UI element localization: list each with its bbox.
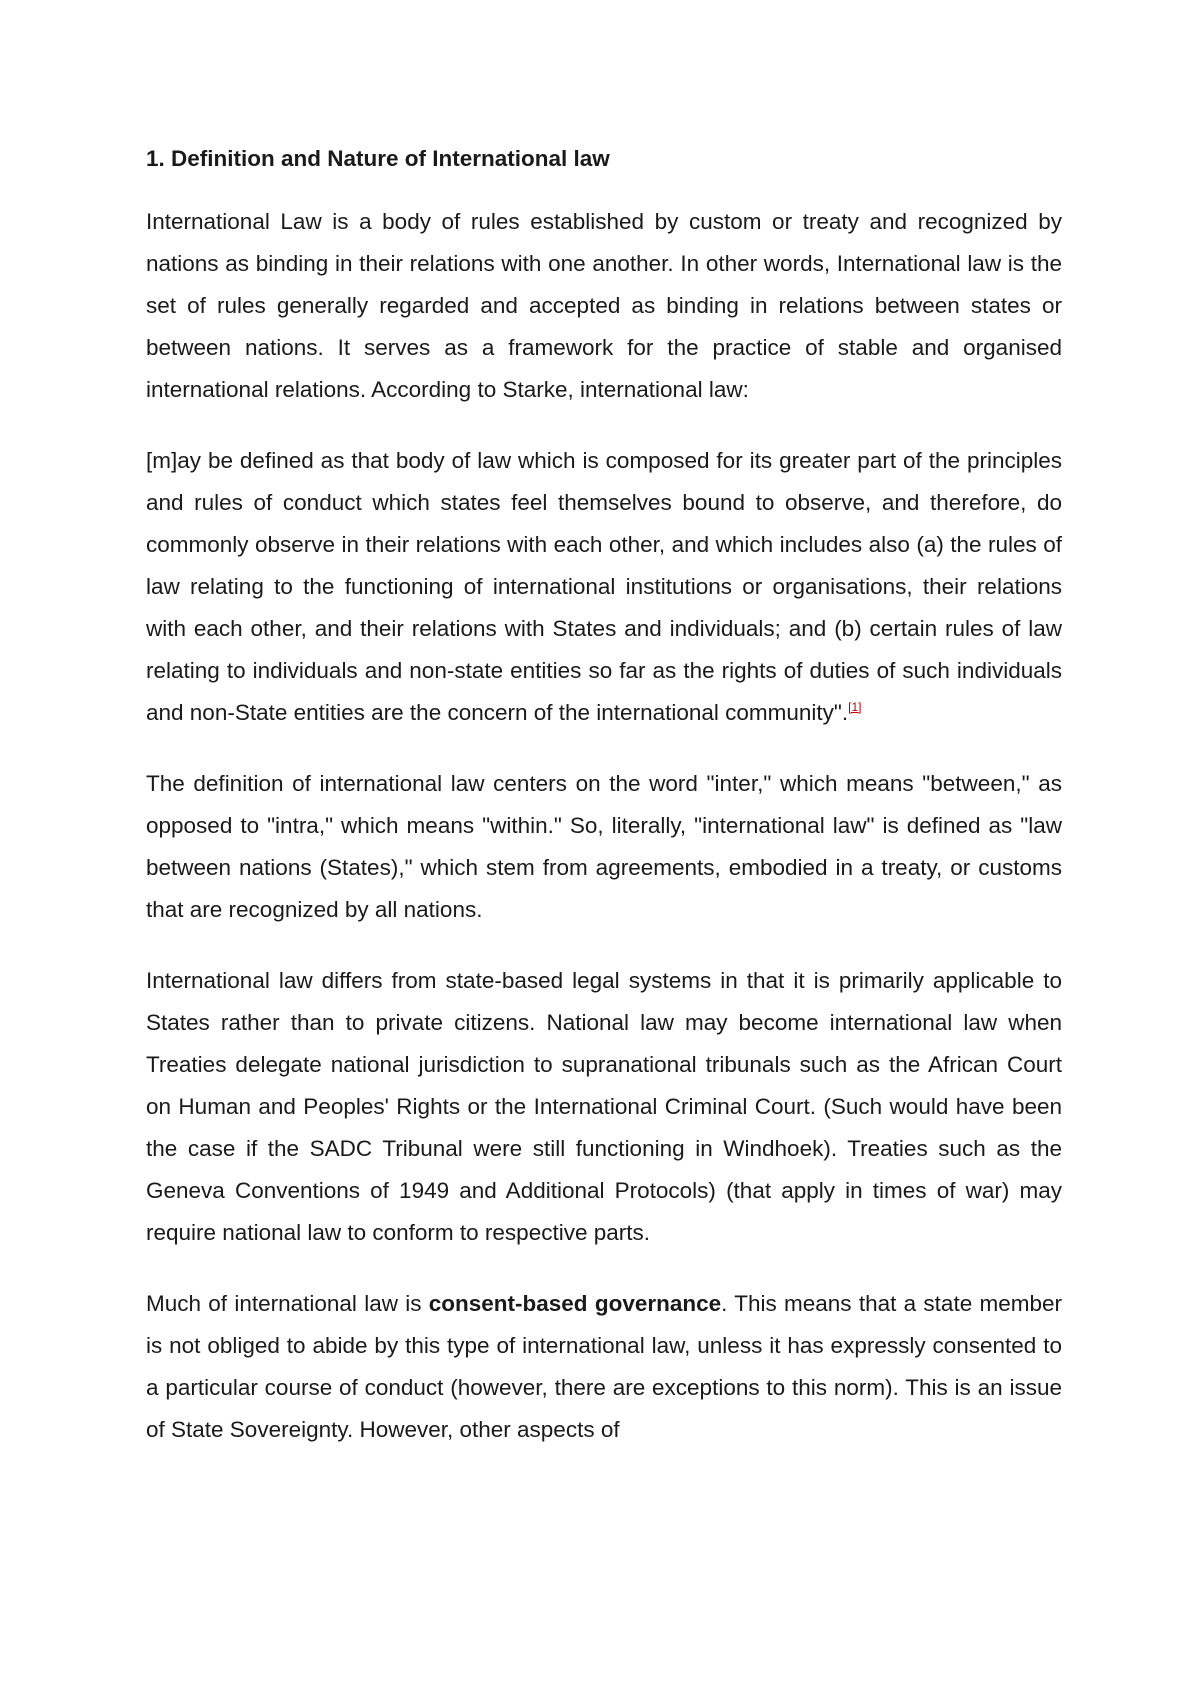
paragraph-definition: International Law is a body of rules established by custom or treaty and recognized by nations as binding in their relations with one another. In other words, International law is the set of rules generally regarded and accepted as binding in relations between states or between nations. It serves as a framework for the practice of stable and organised international relations. According to Starke, international law: bbox=[146, 209, 1062, 402]
document-page bbox=[146, 143, 1062, 1480]
quote-text: [m]ay be defined as that body of law which is composed for its greater part of the principles and rules of conduct which states feel themselves bound to observe, and therefore, do commonly observe in their relations with each other, and which includes also (a) the rules of law relating to the functioning of international institutions or organisations, their relations with each other, and their relations with States and individuals; and (b) certain rules of law relating to individuals and non-state entities so far as the rights of duties of such individuals and non-State entities are the concern of the international community". bbox=[146, 448, 1062, 725]
paragraph-etymology: The definition of international law centers on the word "inter," which means "between," as opposed to "intra," which means "within." So, literally, "international law" is defined as "law between nations (States)," which stem from agreements, embodied in a treaty, or customs that are recognized by all nations. bbox=[146, 771, 1062, 922]
consent-text-after: . This means that a state member is not obliged to abide by this type of international law, unless it has expressly consented to a particular course of conduct (however, there are exceptions to this norm). This is an issue of State Sovereignty. However, other aspects of bbox=[146, 1291, 1062, 1442]
paragraph-state-systems: International law differs from state-based legal systems in that it is primarily applicable to States rather than to private citizens. National law may become international law when Treaties delegate national jurisdiction to supranational tribunals such as the African Court on Human and Peoples' Rights or the International Criminal Court. (Such would have been the case if the SADC Tribunal were still functioning in Windhoek). Treaties such as the Geneva Conventions of 1949 and Additional Protocols) (that apply in times of war) may require national law to conform to respective parts. bbox=[146, 968, 1062, 1245]
consent-bold-term: consent-based governance bbox=[428, 1291, 722, 1316]
consent-text-before: Much of international law is bbox=[146, 1291, 429, 1316]
paragraph-starke-quote bbox=[146, 440, 1062, 734]
footnote-link[interactable]: [1] bbox=[848, 700, 862, 714]
section-heading: 1. Definition and Nature of International law bbox=[146, 146, 610, 171]
paragraph-consent bbox=[146, 1283, 1062, 1451]
